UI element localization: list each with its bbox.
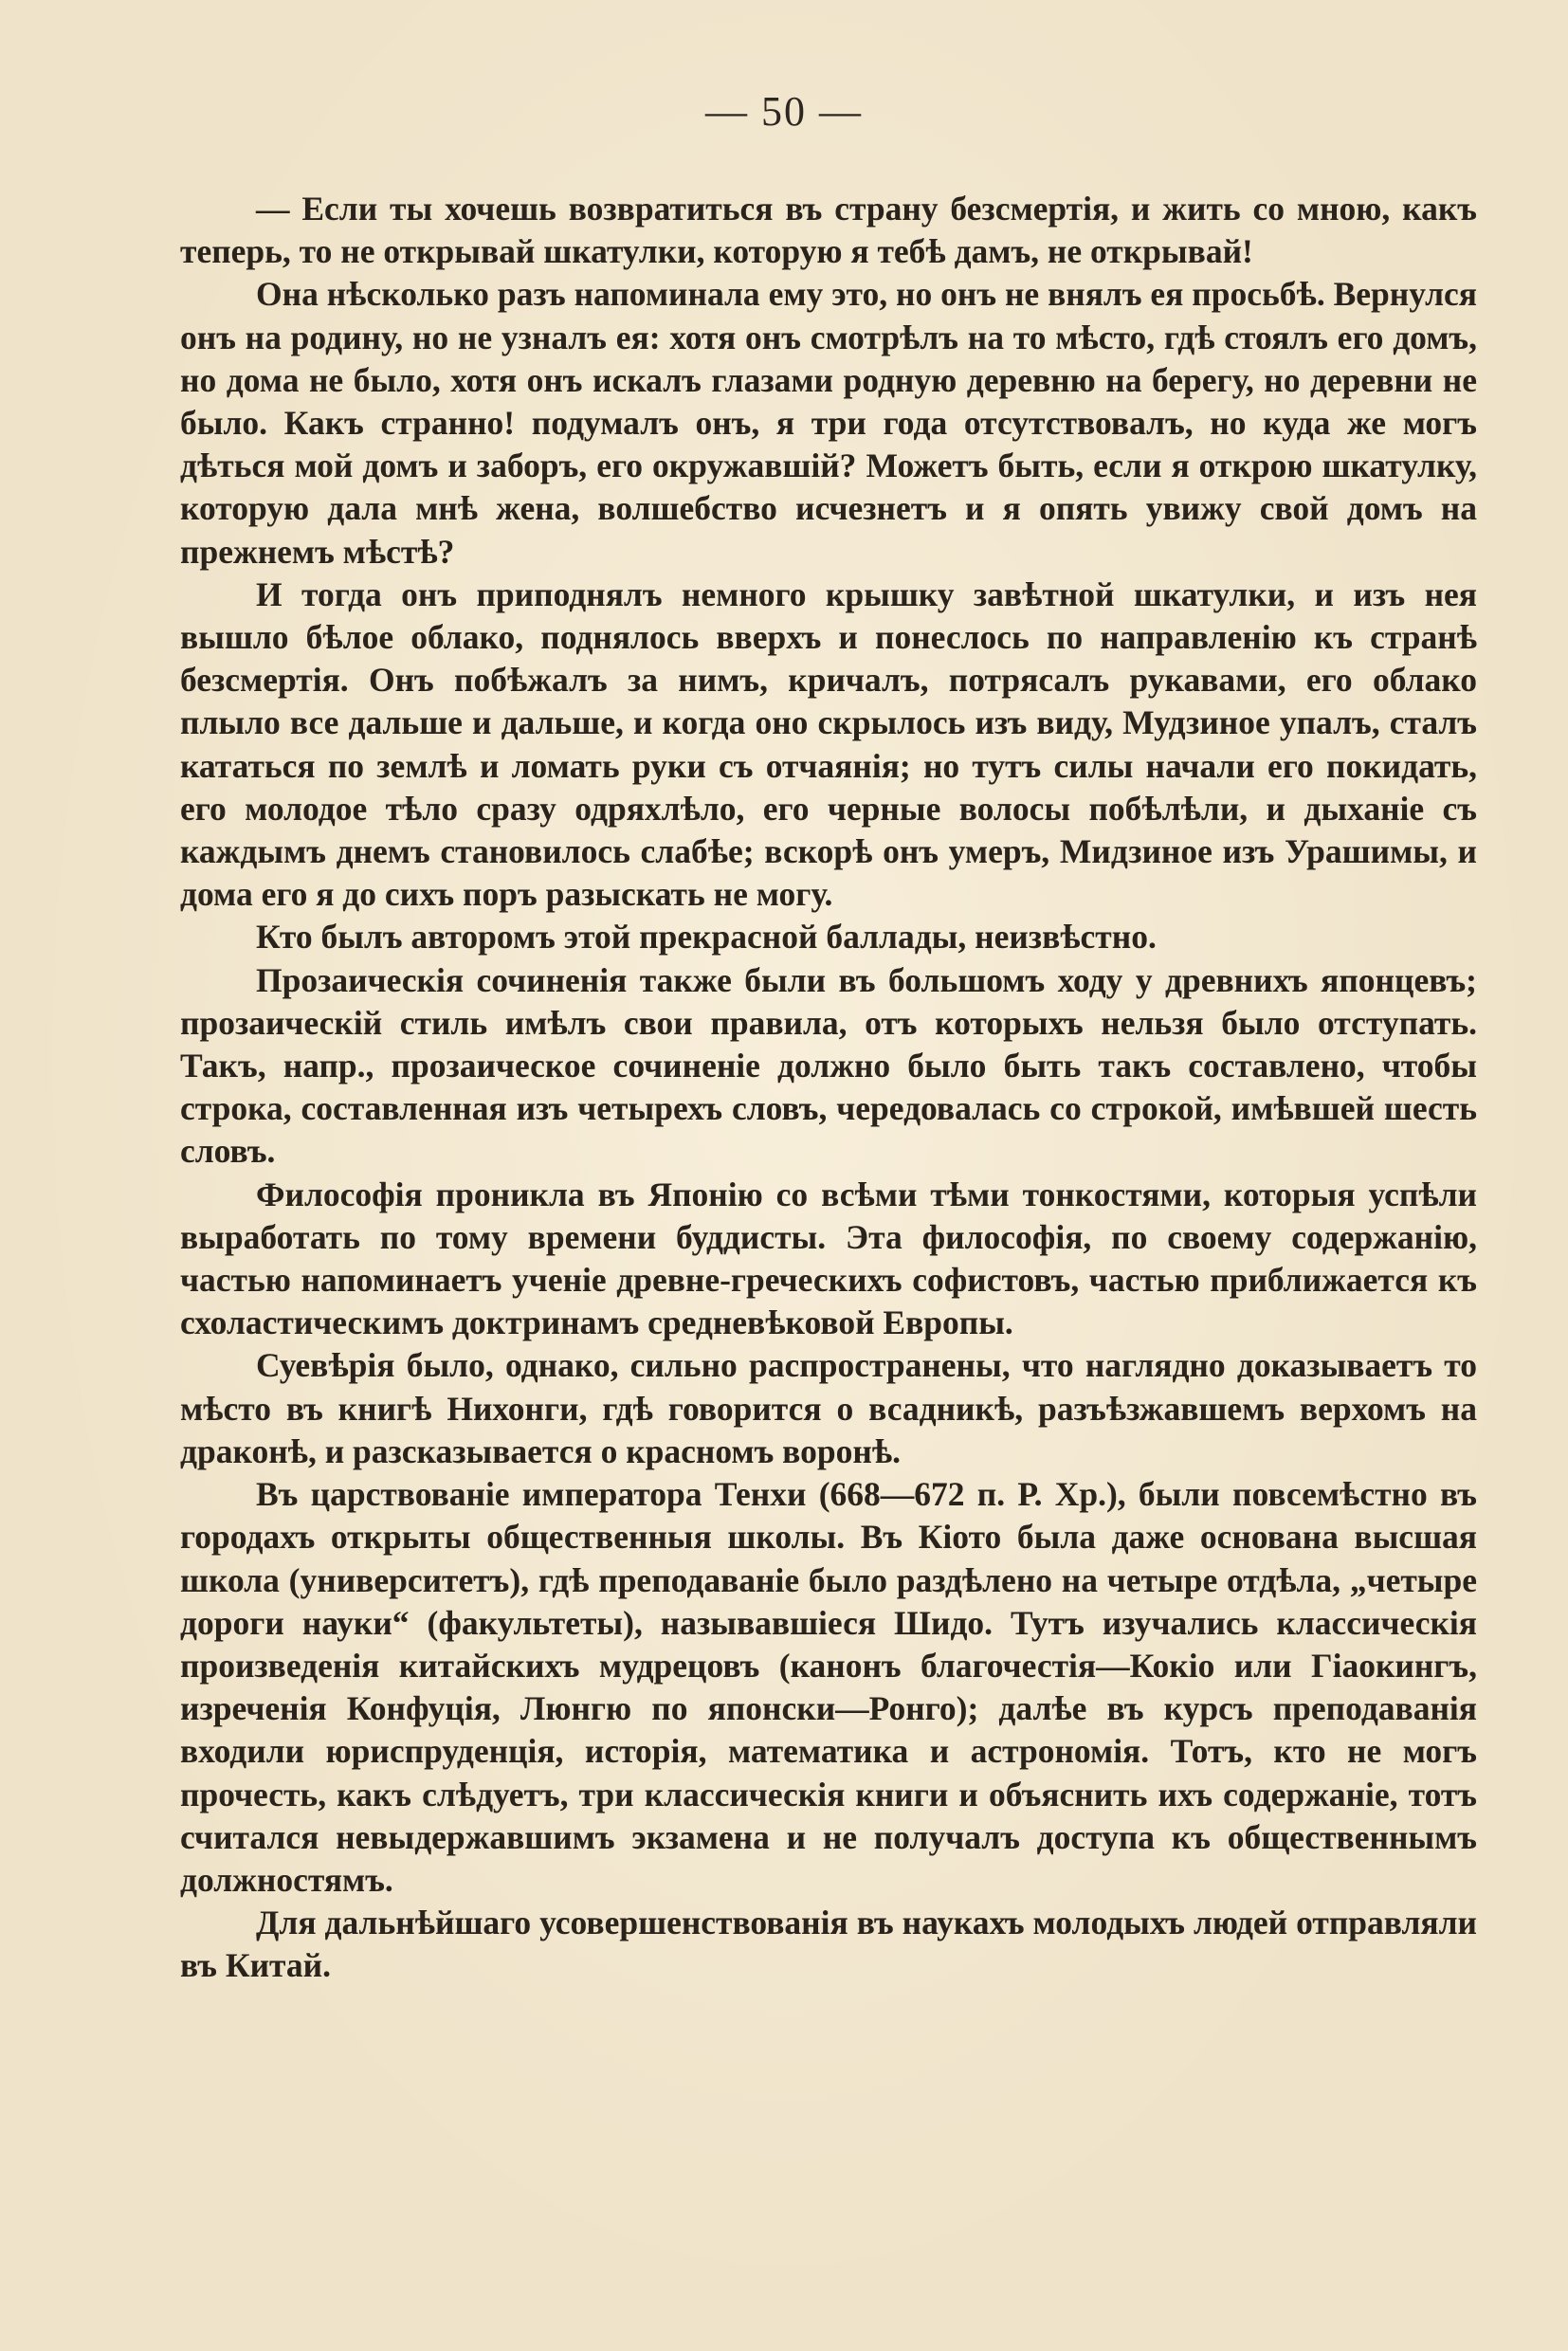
body-text xyxy=(180,188,1477,1988)
paragraph: Прозаическія сочиненія также были въ большомъ ходу у древнихъ японцевъ; прозаическій стиль имѣлъ свои правила, отъ которыхъ нельзя было отступать. Такъ, напр., прозаическое сочиненіе должно было быть такъ составлено, чтобы строка, составленная изъ четырехъ словъ, чередовалась со строкой, имѣвшей шесть словъ. xyxy=(180,960,1477,1171)
page-number: — 50 — xyxy=(705,88,863,135)
paragraph: Въ царствованіе императора Тенхи (668—672 п. Р. Хр.), были повсемѣстно въ городахъ открыты общественныя школы. Въ Кіото была даже основана высшая школа (университетъ), гдѣ преподаваніе было раздѣлено на четыре отдѣла, „четыре дороги науки“ (факультеты), называвшіеся Шидо. Тутъ изучались классическія произведенія китайскихъ мудрецовъ (канонъ благочестія—Кокіо или Гіаокингъ, изреченія Конфуція, Люнгю по японски—Ронго); далѣе въ курсъ преподаванія входили юриспруденція, исторія, математика и астрономія. Тотъ, кто не могъ прочесть, какъ слѣдуетъ, три классическія книги и объяснить ихъ содержаніе, тотъ считался невыдержавшимъ экзамена и не получалъ доступа къ общественнымъ должностямъ. xyxy=(180,1475,1477,1899)
paragraph: Философія проникла въ Японію со всѣми тѣми тонкостями, которыя успѣли выработать по тому времени буддисты. Эта философія, по своему содержанію, частью напоминаетъ ученіе древне-греческихъ софистовъ, частью приближается къ схоластическимъ доктринамъ средневѣковой Европы. xyxy=(180,1175,1477,1342)
paragraph: Кто былъ авторомъ этой прекрасной баллады, неизвѣстно. xyxy=(256,918,1157,957)
paragraph: И тогда онъ приподнялъ немного крышку завѣтной шкатулки, и изъ нея вышло бѣлое облако, поднялось вверхъ и понеслось по направленію къ странѣ безсмертія. Онъ побѣжалъ за нимъ, кричалъ, потрясалъ рукавами, его облако плыло все дальше и дальше, и когда оно скрылось изъ виду, Мудзиное упалъ, сталъ кататься по землѣ и ломать руки съ отчаянія; но тутъ силы начали его покидать, его молодое тѣло сразу одряхлѣло, его черные волосы побѣлѣли, и дыханіе съ каждымъ днемъ становилось слабѣе; вскорѣ онъ умеръ, Мидзиное изъ Урашимы, и дома его я до сихъ поръ разыскать не могу. xyxy=(180,574,1477,914)
paragraph: Для дальнѣйшаго усовершенствованія въ наукахъ молодыхъ людей отправляли въ Китай. xyxy=(180,1904,1477,1985)
paragraph: — Если ты хочешь возвратиться въ страну безсмертія, и жить со мною, какъ теперь, то не открывай шкатулки, которую я тебѣ дамъ, не открывай! xyxy=(180,190,1477,271)
paragraph: Она нѣсколько разъ напоминала ему это, но онъ не внялъ ея просьбѣ. Вернулся онъ на родину, но не узналъ ея: хотя онъ смотрѣлъ на то мѣсто, гдѣ стоялъ его домъ, но дома не было, хотя онъ искалъ глазами родную деревню на берегу, но деревни не было. Какъ странно! подумалъ онъ, я три года отсутствовалъ, но куда же могъ дѣться мой домъ и заборъ, его окружавшій? Можетъ быть, если я открою шкатулку, которую дала мнѣ жена, волшебство исчезнетъ и я опять увижу свой домъ на прежнемъ мѣстѣ? xyxy=(180,275,1477,571)
paragraph: Суевѣрія было, однако, сильно распространены, что наглядно доказываетъ то мѣсто въ книгѣ Нихонги, гдѣ говорится о всадникѣ, разъѣзжавшемъ верхомъ на драконѣ, и разсказывается о красномъ воронѣ. xyxy=(180,1346,1477,1470)
